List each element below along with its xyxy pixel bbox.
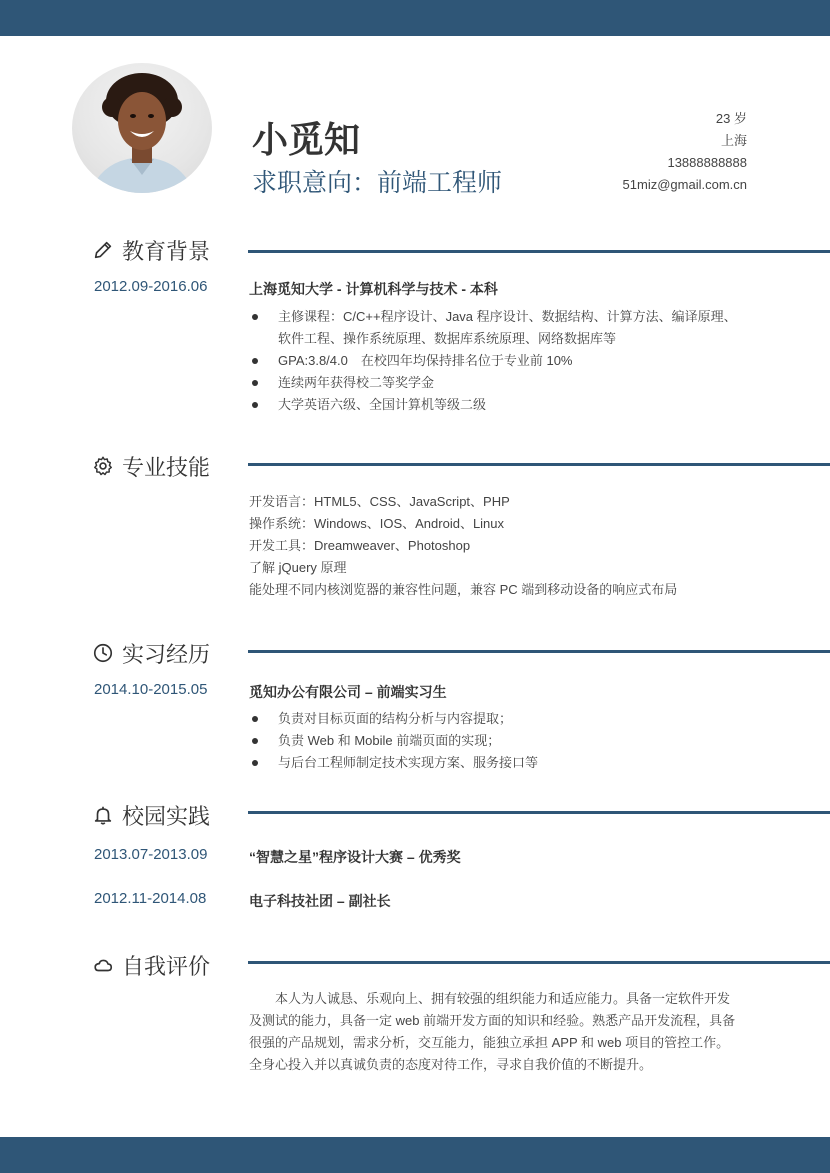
gear-icon xyxy=(92,455,114,477)
campus-date-2: 2012.11-2014.08 xyxy=(94,890,207,907)
self-eval-title: 自我评价 xyxy=(122,953,211,979)
skill-line: 能处理不同内核浏览器的兼容性问题，兼容 PC 端到移动设备的响应式布局 xyxy=(249,582,678,597)
list-item: GPA:3.8/4.0 在校四年均保持排名位于专业前 10% xyxy=(249,350,739,372)
skill-line: 了解 jQuery 原理 xyxy=(249,560,347,575)
education-date: 2012.09-2016.06 xyxy=(94,278,208,295)
internship-title: 实习经历 xyxy=(122,641,211,667)
bottom-banner xyxy=(0,1137,830,1173)
cloud-icon xyxy=(92,954,114,976)
top-banner xyxy=(0,0,830,36)
internship-bullets xyxy=(249,708,739,774)
profile-photo xyxy=(72,63,212,193)
bell-icon xyxy=(92,804,114,826)
skill-line: 开发工具：Dreamweaver、Photoshop xyxy=(249,538,471,553)
internship-date: 2014.10-2015.05 xyxy=(94,681,208,698)
campus-date-1: 2013.07-2013.09 xyxy=(94,846,208,863)
contact-info xyxy=(623,108,747,196)
internship-divider xyxy=(248,650,830,653)
self-eval-divider xyxy=(248,961,830,964)
skill-line: 操作系统：Windows、IOS、Android、Linux xyxy=(249,516,505,531)
list-item: 负责 Web 和 Mobile 前端页面的实现； xyxy=(249,730,739,752)
education-bullets xyxy=(249,306,739,416)
skill-line: 开发语言：HTML5、CSS、JavaScript、PHP xyxy=(249,494,510,509)
list-item: 与后台工程师制定技术实现方案、服务接口等 xyxy=(249,752,739,774)
list-item: 负责对目标页面的结构分析与内容提取； xyxy=(249,708,739,730)
list-item: 大学英语六级、全国计算机等级二级 xyxy=(249,394,739,416)
list-item: 连续两年获得校二等奖学金 xyxy=(249,372,739,394)
campus-heading xyxy=(92,800,210,830)
education-school: 上海觅知大学 - 计算机科学与技术 - 本科 xyxy=(249,281,498,297)
self-eval-text: 本人为人诚恳、乐观向上、拥有较强的组织能力和适应能力。具备一定软件开发及测试的能力，具备一定 web 前端开发方面的知识和经验。熟悉产品开发流程，具备很强的产品规划，需求分析，交互能力，能独立承担 APP 和 web 项目的管控工作。全身心投入并以真诚负责的态度对待工作，寻求自我价值的不断提升。 xyxy=(249,991,736,1072)
campus-title: 校园实践 xyxy=(122,803,211,829)
self-eval-heading xyxy=(92,950,210,980)
internship-company: 觅知办公有限公司 – 前端实习生 xyxy=(249,684,447,700)
skills-divider xyxy=(248,463,830,466)
skills-list xyxy=(249,491,677,601)
list-item: 主修课程：C/C++程序设计、Java 程序设计、数据结构、计算方法、编译原理、软件工程、操作系统原理、数据库系统原理、网络数据库等 xyxy=(249,306,739,350)
age: 23 岁 xyxy=(715,111,747,126)
campus-divider xyxy=(248,811,830,814)
avatar xyxy=(72,63,212,193)
education-divider xyxy=(248,250,830,253)
phone: 13888888888 xyxy=(667,155,747,170)
clock-icon xyxy=(92,642,114,664)
job-intent: 求职意向：前端工程师 xyxy=(252,169,503,197)
campus-item-2: 电子科技社团 – 副社长 xyxy=(249,893,391,909)
email: 51miz@gmail.com.cn xyxy=(622,177,747,192)
campus-item-1: “智慧之星”程序设计大赛 – 优秀奖 xyxy=(249,849,461,865)
internship-heading xyxy=(92,638,210,668)
candidate-name: 小觅知 xyxy=(252,119,361,160)
education-title: 教育背景 xyxy=(122,238,211,264)
pencil-icon xyxy=(92,239,114,261)
city: 上海 xyxy=(720,133,747,148)
education-heading xyxy=(92,235,210,265)
skills-title: 专业技能 xyxy=(122,454,211,480)
skills-heading xyxy=(92,451,210,481)
